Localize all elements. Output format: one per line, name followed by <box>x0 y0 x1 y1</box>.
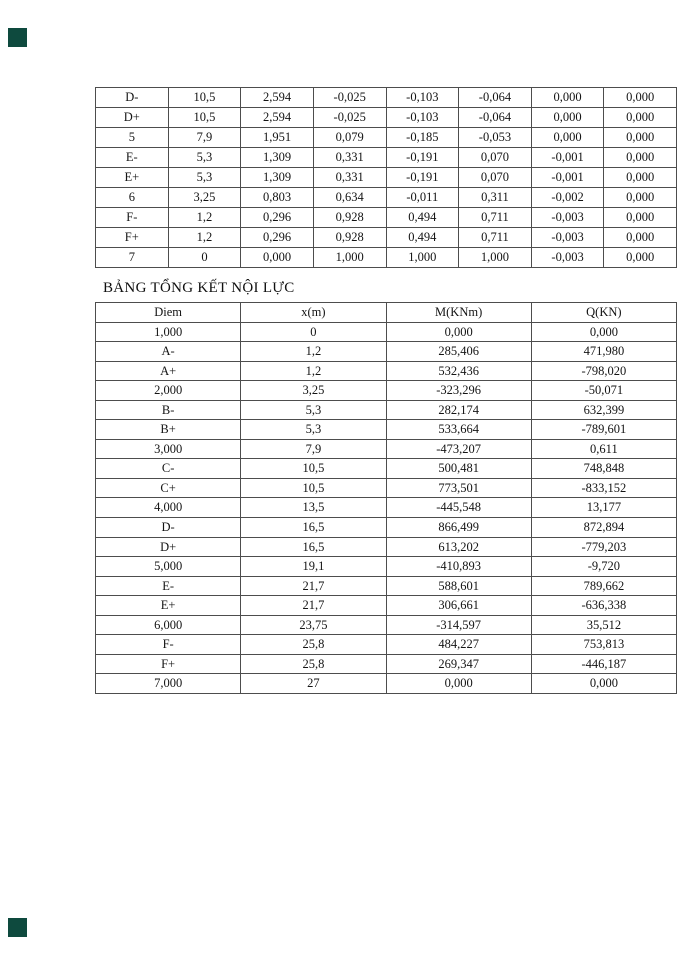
table-cell: 7 <box>96 248 169 268</box>
table-cell: 1,309 <box>241 168 314 188</box>
table-cell: 753,813 <box>531 635 676 655</box>
table-cell: -0,025 <box>313 88 386 108</box>
table-cell: -779,203 <box>531 537 676 557</box>
table-header-row <box>96 303 677 323</box>
table-row <box>96 654 677 674</box>
corner-mark-top-left <box>8 28 27 47</box>
table-cell: 0,079 <box>313 128 386 148</box>
table-cell: 10,5 <box>168 108 241 128</box>
table-cell: 0,000 <box>386 322 531 342</box>
table-cell: E- <box>96 148 169 168</box>
table-cell: D- <box>96 88 169 108</box>
table-cell: 0,928 <box>313 228 386 248</box>
table-cell: 0,000 <box>386 674 531 694</box>
table-cell: 3,25 <box>168 188 241 208</box>
table-cell: -0,025 <box>313 108 386 128</box>
table-cell: 306,661 <box>386 596 531 616</box>
table-row <box>96 459 677 479</box>
table-cell: -323,296 <box>386 381 531 401</box>
table-cell: 588,601 <box>386 576 531 596</box>
table-cell: -0,003 <box>531 228 604 248</box>
table-cell: 0,000 <box>604 88 677 108</box>
table-row <box>96 342 677 362</box>
table-row <box>96 420 677 440</box>
table-cell: 2,594 <box>241 108 314 128</box>
table-cell: -50,071 <box>531 381 676 401</box>
table-cell: -833,152 <box>531 478 676 498</box>
table-cell: E+ <box>96 596 241 616</box>
table-cell: 7,9 <box>168 128 241 148</box>
table-cell: A- <box>96 342 241 362</box>
table-cell: 0,000 <box>604 188 677 208</box>
table-cell: -0,103 <box>386 88 459 108</box>
table-cell: 0,000 <box>604 228 677 248</box>
table-cell: 0,611 <box>531 439 676 459</box>
table-cell: 773,501 <box>386 478 531 498</box>
table-cell: -798,020 <box>531 361 676 381</box>
table-cell: 0,296 <box>241 208 314 228</box>
table-row <box>96 596 677 616</box>
table-row <box>96 576 677 596</box>
table-cell: 0,000 <box>604 108 677 128</box>
table-cell: F- <box>96 208 169 228</box>
table-cell: 789,662 <box>531 576 676 596</box>
table-cell: C+ <box>96 478 241 498</box>
influence-values-table <box>95 87 677 268</box>
table-cell: E+ <box>96 168 169 188</box>
table-cell: 4,000 <box>96 498 241 518</box>
table-row <box>96 635 677 655</box>
table-row <box>96 361 677 381</box>
table-cell: -0,053 <box>459 128 532 148</box>
table-cell: 19,1 <box>241 557 386 577</box>
table-row <box>96 322 677 342</box>
table-cell: 0,296 <box>241 228 314 248</box>
table-cell: 0,331 <box>313 148 386 168</box>
table-cell: 0,331 <box>313 168 386 188</box>
table-cell: 613,202 <box>386 537 531 557</box>
table-cell: D- <box>96 518 241 538</box>
table-cell: 5,3 <box>168 168 241 188</box>
table-cell: F+ <box>96 654 241 674</box>
table-row <box>96 478 677 498</box>
table-cell: 16,5 <box>241 537 386 557</box>
table-cell: 866,499 <box>386 518 531 538</box>
table-cell: 10,5 <box>241 459 386 479</box>
table-cell: 0,000 <box>531 674 676 694</box>
table-header-cell: Diem <box>96 303 241 323</box>
table-cell: 748,848 <box>531 459 676 479</box>
table-cell: 0,803 <box>241 188 314 208</box>
table-cell: -410,893 <box>386 557 531 577</box>
table-cell: -0,003 <box>531 208 604 228</box>
table-cell: 27 <box>241 674 386 694</box>
table-cell: 7,000 <box>96 674 241 694</box>
table-cell: -0,011 <box>386 188 459 208</box>
table-row <box>96 128 677 148</box>
table-cell: 21,7 <box>241 576 386 596</box>
table-row <box>96 518 677 538</box>
table-cell: -0,001 <box>531 168 604 188</box>
table-cell: 1,2 <box>168 228 241 248</box>
table-cell: 0,000 <box>531 88 604 108</box>
table-cell: 6,000 <box>96 615 241 635</box>
table-cell: 1,309 <box>241 148 314 168</box>
table-cell: -0,191 <box>386 168 459 188</box>
table-cell: -9,720 <box>531 557 676 577</box>
table-cell: -473,207 <box>386 439 531 459</box>
table-cell: 25,8 <box>241 654 386 674</box>
table-cell: 1,2 <box>241 361 386 381</box>
table-cell: -446,187 <box>531 654 676 674</box>
table-cell: 5 <box>96 128 169 148</box>
table-cell: 3,25 <box>241 381 386 401</box>
table-row <box>96 498 677 518</box>
table-cell: 0,928 <box>313 208 386 228</box>
table-cell: -0,185 <box>386 128 459 148</box>
table-cell: 2,000 <box>96 381 241 401</box>
table-cell: 1,000 <box>313 248 386 268</box>
table-cell: -0,064 <box>459 108 532 128</box>
table-row <box>96 88 677 108</box>
table-row <box>96 557 677 577</box>
table-cell: 13,5 <box>241 498 386 518</box>
table-cell: -0,002 <box>531 188 604 208</box>
table-cell: 0,711 <box>459 228 532 248</box>
table-cell: 10,5 <box>241 478 386 498</box>
table-cell: 0 <box>241 322 386 342</box>
table-cell: 7,9 <box>241 439 386 459</box>
table-cell: 0,000 <box>531 128 604 148</box>
table-cell: 1,000 <box>459 248 532 268</box>
table-cell: 5,3 <box>241 400 386 420</box>
table-cell: -314,597 <box>386 615 531 635</box>
table-cell: 2,594 <box>241 88 314 108</box>
table-row <box>96 108 677 128</box>
table-row <box>96 208 677 228</box>
table-cell: -0,103 <box>386 108 459 128</box>
table-cell: -636,338 <box>531 596 676 616</box>
table-cell: 1,951 <box>241 128 314 148</box>
table-cell: 25,8 <box>241 635 386 655</box>
table-cell: 0,634 <box>313 188 386 208</box>
table-cell: 0,000 <box>531 108 604 128</box>
table-cell: D+ <box>96 108 169 128</box>
table-cell: 484,227 <box>386 635 531 655</box>
table-cell: B- <box>96 400 241 420</box>
table-cell: 16,5 <box>241 518 386 538</box>
table-cell: 0,000 <box>604 248 677 268</box>
table-cell: 6 <box>96 188 169 208</box>
table-cell: 872,894 <box>531 518 676 538</box>
table-cell: 533,664 <box>386 420 531 440</box>
summary-table-title: BẢNG TỔNG KẾT NỘI LỰC <box>103 280 295 296</box>
table-row <box>96 228 677 248</box>
table-cell: 13,177 <box>531 498 676 518</box>
table-cell: 269,347 <box>386 654 531 674</box>
table-cell: 0,494 <box>386 208 459 228</box>
table-cell: 5,000 <box>96 557 241 577</box>
table-cell: 0,000 <box>531 322 676 342</box>
table-row <box>96 537 677 557</box>
table-header-cell: M(KNm) <box>386 303 531 323</box>
table-cell: 21,7 <box>241 596 386 616</box>
table-cell: B+ <box>96 420 241 440</box>
table-cell: F- <box>96 635 241 655</box>
table-cell: -0,003 <box>531 248 604 268</box>
table-cell: 0,494 <box>386 228 459 248</box>
corner-mark-bottom-left <box>8 918 27 937</box>
table-cell: 23,75 <box>241 615 386 635</box>
table-row <box>96 188 677 208</box>
table-cell: 0,000 <box>241 248 314 268</box>
table-header-cell: x(m) <box>241 303 386 323</box>
table-row <box>96 439 677 459</box>
table-cell: 471,980 <box>531 342 676 362</box>
table-cell: 0,311 <box>459 188 532 208</box>
table-cell: F+ <box>96 228 169 248</box>
table-cell: E- <box>96 576 241 596</box>
table-cell: 0,000 <box>604 128 677 148</box>
table-row <box>96 674 677 694</box>
table-cell: 0,000 <box>604 208 677 228</box>
table-cell: 285,406 <box>386 342 531 362</box>
internal-forces-summary-table <box>95 302 677 694</box>
table-cell: 282,174 <box>386 400 531 420</box>
table-cell: 1,2 <box>168 208 241 228</box>
table-row <box>96 400 677 420</box>
table-cell: 0,000 <box>604 168 677 188</box>
table-cell: -0,064 <box>459 88 532 108</box>
table-row <box>96 615 677 635</box>
table-header-cell: Q(KN) <box>531 303 676 323</box>
table-cell: 35,512 <box>531 615 676 635</box>
table-cell: 532,436 <box>386 361 531 381</box>
table-row <box>96 148 677 168</box>
table-cell: D+ <box>96 537 241 557</box>
table-cell: -0,191 <box>386 148 459 168</box>
table-cell: 0,070 <box>459 148 532 168</box>
table-cell: 632,399 <box>531 400 676 420</box>
table-cell: -445,548 <box>386 498 531 518</box>
table-cell: C- <box>96 459 241 479</box>
table-cell: 5,3 <box>168 148 241 168</box>
table-cell: 500,481 <box>386 459 531 479</box>
table-cell: 0,070 <box>459 168 532 188</box>
table-cell: -0,001 <box>531 148 604 168</box>
table-row <box>96 168 677 188</box>
table-cell: -789,601 <box>531 420 676 440</box>
table-cell: 1,000 <box>386 248 459 268</box>
table-row <box>96 381 677 401</box>
table-cell: 1,2 <box>241 342 386 362</box>
table-cell: 10,5 <box>168 88 241 108</box>
table-cell: 3,000 <box>96 439 241 459</box>
table-cell: 1,000 <box>96 322 241 342</box>
table-cell: 0,000 <box>604 148 677 168</box>
table-cell: 0 <box>168 248 241 268</box>
table-cell: A+ <box>96 361 241 381</box>
table-cell: 0,711 <box>459 208 532 228</box>
table-row <box>96 248 677 268</box>
table-cell: 5,3 <box>241 420 386 440</box>
